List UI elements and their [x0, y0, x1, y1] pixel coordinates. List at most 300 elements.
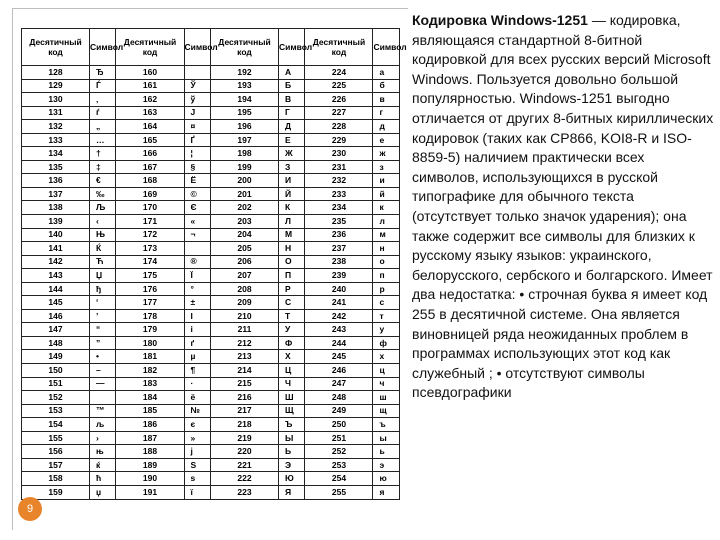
symbol-cell: Џ	[90, 269, 116, 283]
code-cell: 176	[116, 282, 184, 296]
table-row	[22, 418, 400, 432]
symbol-cell: Ц	[279, 364, 305, 378]
symbol-cell: ы	[373, 431, 400, 445]
table-row	[22, 79, 400, 93]
symbol-cell: ¶	[184, 364, 210, 378]
table-row	[22, 269, 400, 283]
symbol-cell: ѓ	[90, 106, 116, 120]
code-cell: 138	[22, 201, 90, 215]
symbol-cell: ќ	[90, 458, 116, 472]
symbol-cell	[90, 391, 116, 405]
code-cell: 174	[116, 255, 184, 269]
symbol-cell: ’	[90, 309, 116, 323]
code-cell: 214	[210, 364, 278, 378]
code-cell: 202	[210, 201, 278, 215]
table-row	[22, 93, 400, 107]
code-cell: 151	[22, 377, 90, 391]
symbol-cell: Т	[279, 309, 305, 323]
symbol-cell	[184, 242, 210, 256]
symbol-cell: и	[373, 174, 400, 188]
code-cell: 143	[22, 269, 90, 283]
table-row	[22, 187, 400, 201]
symbol-cell: ©	[184, 187, 210, 201]
code-cell: 240	[305, 282, 373, 296]
code-cell: 142	[22, 255, 90, 269]
code-cell: 234	[305, 201, 373, 215]
symbol-cell: ц	[373, 364, 400, 378]
symbol-cell: є	[184, 418, 210, 432]
symbol-cell: Ќ	[90, 242, 116, 256]
code-cell: 155	[22, 431, 90, 445]
code-cell: 134	[22, 147, 90, 161]
symbol-cell: А	[279, 66, 305, 80]
code-cell: 230	[305, 147, 373, 161]
symbol-cell: Щ	[279, 404, 305, 418]
symbol-cell: №	[184, 404, 210, 418]
code-cell: 224	[305, 66, 373, 80]
code-cell: 175	[116, 269, 184, 283]
symbol-cell: й	[373, 187, 400, 201]
symbol-cell: љ	[90, 418, 116, 432]
code-cell: 169	[116, 187, 184, 201]
code-cell: 212	[210, 336, 278, 350]
table-row	[22, 445, 400, 459]
symbol-cell: п	[373, 269, 400, 283]
code-cell: 195	[210, 106, 278, 120]
symbol-cell: е	[373, 133, 400, 147]
code-cell: 136	[22, 174, 90, 188]
symbol-cell: П	[279, 269, 305, 283]
table-body	[22, 66, 400, 500]
code-cell: 158	[22, 472, 90, 486]
table-row	[22, 106, 400, 120]
symbol-cell: У	[279, 323, 305, 337]
table-row	[22, 309, 400, 323]
symbol-cell: І	[184, 309, 210, 323]
encoding-table-container	[21, 28, 407, 497]
code-cell: 204	[210, 228, 278, 242]
symbol-cell: ‚	[90, 93, 116, 107]
header-decimal-code: Десятичный код	[22, 29, 90, 66]
code-cell: 253	[305, 458, 373, 472]
code-cell: 205	[210, 242, 278, 256]
code-cell: 225	[305, 79, 373, 93]
code-cell: 255	[305, 485, 373, 499]
code-cell: 131	[22, 106, 90, 120]
symbol-cell: °	[184, 282, 210, 296]
symbol-cell: „	[90, 120, 116, 134]
symbol-cell: Ч	[279, 377, 305, 391]
code-cell: 150	[22, 364, 90, 378]
symbol-cell: Ѕ	[184, 458, 210, 472]
symbol-cell: Й	[279, 187, 305, 201]
code-cell: 146	[22, 309, 90, 323]
code-cell: 231	[305, 160, 373, 174]
symbol-cell: Х	[279, 350, 305, 364]
symbol-cell: я	[373, 485, 400, 499]
code-cell: 148	[22, 336, 90, 350]
table-row	[22, 472, 400, 486]
symbol-cell: Я	[279, 485, 305, 499]
symbol-cell: €	[90, 174, 116, 188]
code-cell: 243	[305, 323, 373, 337]
code-cell: 193	[210, 79, 278, 93]
symbol-cell: Б	[279, 79, 305, 93]
symbol-cell: ч	[373, 377, 400, 391]
table-row	[22, 120, 400, 134]
symbol-cell: ‹	[90, 215, 116, 229]
code-cell: 132	[22, 120, 90, 134]
symbol-cell: ё	[184, 391, 210, 405]
symbol-cell: К	[279, 201, 305, 215]
symbol-cell: а	[373, 66, 400, 80]
header-symbol: Символ	[90, 29, 116, 66]
code-cell: 237	[305, 242, 373, 256]
symbol-cell: в	[373, 93, 400, 107]
code-cell: 129	[22, 79, 90, 93]
code-cell: 157	[22, 458, 90, 472]
code-cell: 163	[116, 106, 184, 120]
table-row	[22, 66, 400, 80]
symbol-cell: “	[90, 323, 116, 337]
table-row	[22, 296, 400, 310]
symbol-cell: Е	[279, 133, 305, 147]
code-cell: 236	[305, 228, 373, 242]
code-cell: 168	[116, 174, 184, 188]
table-row	[22, 174, 400, 188]
symbol-cell: ж	[373, 147, 400, 161]
top-rule	[12, 8, 408, 9]
code-cell: 242	[305, 309, 373, 323]
table-row	[22, 391, 400, 405]
code-cell: 218	[210, 418, 278, 432]
code-cell: 166	[116, 147, 184, 161]
left-rule	[12, 8, 13, 530]
symbol-cell: ‰	[90, 187, 116, 201]
code-cell: 133	[22, 133, 90, 147]
symbol-cell: њ	[90, 445, 116, 459]
header-decimal-code: Десятичный код	[116, 29, 184, 66]
description-block	[412, 11, 714, 403]
symbol-cell: Л	[279, 215, 305, 229]
code-cell: 203	[210, 215, 278, 229]
table-row	[22, 377, 400, 391]
symbol-cell: Њ	[90, 228, 116, 242]
symbol-cell: с	[373, 296, 400, 310]
symbol-cell: Ь	[279, 445, 305, 459]
code-cell: 162	[116, 93, 184, 107]
code-cell: 184	[116, 391, 184, 405]
code-cell: 140	[22, 228, 90, 242]
symbol-cell: д	[373, 120, 400, 134]
code-cell: 156	[22, 445, 90, 459]
code-cell: 209	[210, 296, 278, 310]
code-cell: 139	[22, 215, 90, 229]
symbol-cell: х	[373, 350, 400, 364]
header-decimal-code: Десятичный код	[305, 29, 373, 66]
code-cell: 192	[210, 66, 278, 80]
description-text: — кодировка, являющаяся стандартной 8-битной кодировкой для всех русских версий Microsoft Windows. Пользуется довольно большой популярностью. Windows-1251 выгодно отличается от других 8-битных кириллических кодировок (таких как CP866, KOI8-R и ISO-8859-5) наличием практически всех символов, использующихся в русской типографике для обычного текста (отсутствует только значок ударения); она также содержит все символы для близких к русскому языку языков: украинского, белорусского, сербского и болгарского. Имеет два недостатка: • строчная буква я имеет код 255 в десятичной системе. Она является виновницей ряда неожиданных проблем в программах использующих этот код как служебный ; • отсутствуют символы псевдографики	[412, 12, 714, 401]
symbol-cell: О	[279, 255, 305, 269]
code-cell: 222	[210, 472, 278, 486]
symbol-cell: Р	[279, 282, 305, 296]
code-cell: 173	[116, 242, 184, 256]
code-cell: 152	[22, 391, 90, 405]
symbol-cell: С	[279, 296, 305, 310]
symbol-cell: ¬	[184, 228, 210, 242]
symbol-cell: И	[279, 174, 305, 188]
table-row	[22, 364, 400, 378]
code-cell: 251	[305, 431, 373, 445]
page-number-badge: 9	[18, 497, 42, 521]
table-row	[22, 215, 400, 229]
code-cell: 210	[210, 309, 278, 323]
table-row	[22, 147, 400, 161]
symbol-cell: Ѓ	[90, 79, 116, 93]
code-cell: 161	[116, 79, 184, 93]
symbol-cell: Ї	[184, 269, 210, 283]
symbol-cell: Љ	[90, 201, 116, 215]
code-cell: 227	[305, 106, 373, 120]
symbol-cell: Н	[279, 242, 305, 256]
symbol-cell: –	[90, 364, 116, 378]
code-cell: 238	[305, 255, 373, 269]
table-row	[22, 255, 400, 269]
symbol-cell: ›	[90, 431, 116, 445]
symbol-cell: ‡	[90, 160, 116, 174]
code-cell: 232	[305, 174, 373, 188]
code-cell: 178	[116, 309, 184, 323]
table-row	[22, 350, 400, 364]
code-cell: 144	[22, 282, 90, 296]
symbol-cell: г	[373, 106, 400, 120]
code-cell: 249	[305, 404, 373, 418]
code-cell: 201	[210, 187, 278, 201]
symbol-cell: ъ	[373, 418, 400, 432]
code-cell: 213	[210, 350, 278, 364]
symbol-cell: џ	[90, 485, 116, 499]
symbol-cell: н	[373, 242, 400, 256]
code-cell: 182	[116, 364, 184, 378]
code-cell: 229	[305, 133, 373, 147]
header-symbol: Символ	[373, 29, 400, 66]
symbol-cell: ™	[90, 404, 116, 418]
code-cell: 135	[22, 160, 90, 174]
table-row	[22, 133, 400, 147]
symbol-cell: ±	[184, 296, 210, 310]
code-cell: 159	[22, 485, 90, 499]
symbol-cell: ј	[184, 445, 210, 459]
symbol-cell: Э	[279, 458, 305, 472]
symbol-cell: щ	[373, 404, 400, 418]
code-cell: 180	[116, 336, 184, 350]
code-cell: 245	[305, 350, 373, 364]
code-cell: 194	[210, 93, 278, 107]
code-cell: 170	[116, 201, 184, 215]
code-cell: 190	[116, 472, 184, 486]
code-cell: 239	[305, 269, 373, 283]
header-decimal-code: Десятичный код	[210, 29, 278, 66]
symbol-cell: »	[184, 431, 210, 445]
symbol-cell: ї	[184, 485, 210, 499]
code-cell: 171	[116, 215, 184, 229]
symbol-cell: Ј	[184, 106, 210, 120]
table-row	[22, 431, 400, 445]
code-cell: 248	[305, 391, 373, 405]
code-cell: 207	[210, 269, 278, 283]
code-cell: 185	[116, 404, 184, 418]
code-cell: 215	[210, 377, 278, 391]
symbol-cell: ”	[90, 336, 116, 350]
code-cell: 164	[116, 120, 184, 134]
code-cell: 200	[210, 174, 278, 188]
code-cell: 252	[305, 445, 373, 459]
symbol-cell: Ћ	[90, 255, 116, 269]
code-cell: 160	[116, 66, 184, 80]
code-cell: 197	[210, 133, 278, 147]
table-row	[22, 458, 400, 472]
code-cell: 145	[22, 296, 90, 310]
code-cell: 198	[210, 147, 278, 161]
code-cell: 211	[210, 323, 278, 337]
symbol-cell: э	[373, 458, 400, 472]
symbol-cell: •	[90, 350, 116, 364]
symbol-cell: м	[373, 228, 400, 242]
code-cell: 247	[305, 377, 373, 391]
code-cell: 154	[22, 418, 90, 432]
code-cell: 130	[22, 93, 90, 107]
code-cell: 187	[116, 431, 184, 445]
symbol-cell: Є	[184, 201, 210, 215]
symbol-cell: †	[90, 147, 116, 161]
symbol-cell: ѕ	[184, 472, 210, 486]
code-cell: 235	[305, 215, 373, 229]
table-row	[22, 242, 400, 256]
symbol-cell: ў	[184, 93, 210, 107]
symbol-cell: ¤	[184, 120, 210, 134]
code-cell: 165	[116, 133, 184, 147]
symbol-cell: З	[279, 160, 305, 174]
symbol-cell: к	[373, 201, 400, 215]
code-cell: 181	[116, 350, 184, 364]
symbol-cell: Ґ	[184, 133, 210, 147]
code-cell: 149	[22, 350, 90, 364]
code-cell: 147	[22, 323, 90, 337]
code-cell: 153	[22, 404, 90, 418]
symbol-cell: Ы	[279, 431, 305, 445]
table-row	[22, 201, 400, 215]
code-cell: 219	[210, 431, 278, 445]
symbol-cell: ю	[373, 472, 400, 486]
code-cell: 233	[305, 187, 373, 201]
symbol-cell: у	[373, 323, 400, 337]
table-row	[22, 228, 400, 242]
code-cell: 141	[22, 242, 90, 256]
symbol-cell: ћ	[90, 472, 116, 486]
code-cell: 196	[210, 120, 278, 134]
symbol-cell: ‘	[90, 296, 116, 310]
symbol-cell: ь	[373, 445, 400, 459]
symbol-cell: ґ	[184, 336, 210, 350]
code-cell: 191	[116, 485, 184, 499]
table-row	[22, 404, 400, 418]
symbol-cell: §	[184, 160, 210, 174]
symbol-cell: ·	[184, 377, 210, 391]
symbol-cell: ф	[373, 336, 400, 350]
symbol-cell: Г	[279, 106, 305, 120]
code-cell: 244	[305, 336, 373, 350]
code-cell: 179	[116, 323, 184, 337]
table-row	[22, 336, 400, 350]
symbol-cell: Ю	[279, 472, 305, 486]
symbol-cell: о	[373, 255, 400, 269]
code-cell: 186	[116, 418, 184, 432]
title: Кодировка Windows-1251	[412, 12, 588, 28]
header-symbol: Символ	[184, 29, 210, 66]
symbol-cell: «	[184, 215, 210, 229]
code-cell: 206	[210, 255, 278, 269]
symbol-cell: Ђ	[90, 66, 116, 80]
code-cell: 189	[116, 458, 184, 472]
table-row	[22, 485, 400, 499]
header-symbol: Символ	[279, 29, 305, 66]
code-cell: 137	[22, 187, 90, 201]
table-header-row	[22, 29, 400, 66]
code-cell: 254	[305, 472, 373, 486]
table-row	[22, 160, 400, 174]
code-cell: 167	[116, 160, 184, 174]
symbol-cell: т	[373, 309, 400, 323]
code-cell: 217	[210, 404, 278, 418]
symbol-cell: Ў	[184, 79, 210, 93]
symbol-cell: і	[184, 323, 210, 337]
symbol-cell: ®	[184, 255, 210, 269]
symbol-cell: В	[279, 93, 305, 107]
code-cell: 216	[210, 391, 278, 405]
symbol-cell: б	[373, 79, 400, 93]
code-cell: 246	[305, 364, 373, 378]
symbol-cell: Ф	[279, 336, 305, 350]
code-cell: 220	[210, 445, 278, 459]
symbol-cell: µ	[184, 350, 210, 364]
symbol-cell: л	[373, 215, 400, 229]
code-cell: 208	[210, 282, 278, 296]
symbol-cell: Ш	[279, 391, 305, 405]
code-cell: 183	[116, 377, 184, 391]
code-cell: 177	[116, 296, 184, 310]
code-cell: 228	[305, 120, 373, 134]
code-cell: 226	[305, 93, 373, 107]
code-cell: 188	[116, 445, 184, 459]
table-row	[22, 323, 400, 337]
code-cell: 221	[210, 458, 278, 472]
symbol-cell: Ё	[184, 174, 210, 188]
code-cell: 241	[305, 296, 373, 310]
code-cell: 223	[210, 485, 278, 499]
code-cell: 128	[22, 66, 90, 80]
encoding-table	[21, 28, 407, 500]
symbol-cell: з	[373, 160, 400, 174]
table-row	[22, 282, 400, 296]
code-cell: 250	[305, 418, 373, 432]
symbol-cell: Ж	[279, 147, 305, 161]
symbol-cell: Д	[279, 120, 305, 134]
symbol-cell: ш	[373, 391, 400, 405]
symbol-cell	[184, 66, 210, 80]
code-cell: 172	[116, 228, 184, 242]
symbol-cell: М	[279, 228, 305, 242]
symbol-cell: —	[90, 377, 116, 391]
